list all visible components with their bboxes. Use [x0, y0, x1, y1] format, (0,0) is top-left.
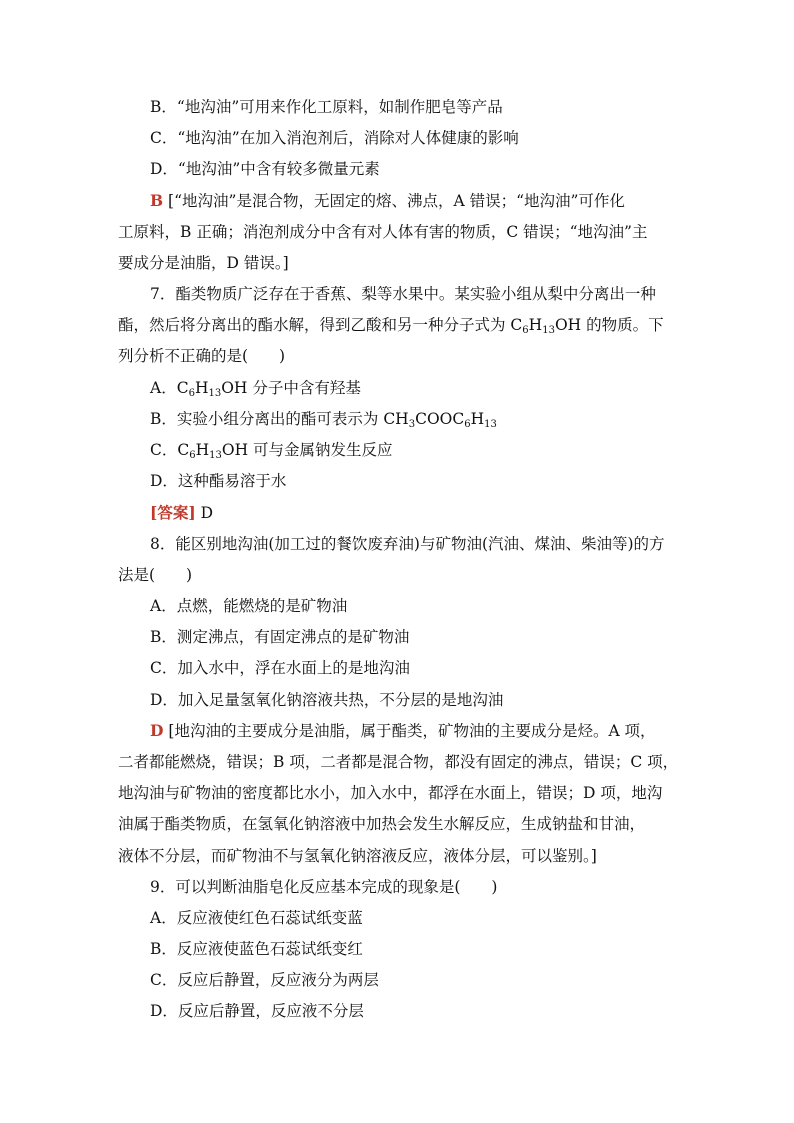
q7-stem-line-2 [118, 314, 664, 336]
q7-option-a-oh: OH [221, 379, 248, 397]
q9-option-b: B．反应液使蓝色石蕊试纸变红 [150, 940, 363, 958]
q7-option-a [150, 377, 361, 399]
q7-option-a-text: 分子中含有羟基 [247, 379, 361, 397]
q8-explanation-line-3: 地沟油与矿物油的密度都比水小，加入水中，都浮在水面上，错误；D 项，地沟 [118, 784, 663, 802]
q7-option-c-sub-6: 6 [189, 450, 196, 461]
q6-explanation-line-1 [150, 190, 625, 212]
q7-stem-line-3: 列分析不正确的是( ) [118, 347, 286, 365]
q8-option-a: A．点燃，能燃烧的是矿物油 [150, 597, 348, 615]
q8-explanation-line-2: 二者都能燃烧，错误；B 项，二者都是混合物，都没有固定的沸点，错误；C 项， [118, 753, 679, 771]
q8-explanation-line-1 [150, 720, 656, 742]
q7-answer-value: D [200, 504, 214, 522]
q7-formula-oh: OH [554, 316, 582, 334]
q7-option-c-text: 可与金属钠发生反应 [248, 441, 393, 459]
q7-stem-text: 酯，然后将分离出的酯水解，得到乙酸和另一种分子式为 C [118, 316, 523, 334]
q7-option-a-prefix: A．C [150, 379, 189, 397]
q7-stem-line-1: 7．酯类物质广泛存在于香蕉、梨等水果中。某实验小组从梨中分离出一种 [150, 285, 656, 303]
q7-option-a-sub-13: 13 [208, 388, 222, 399]
q7-option-a-h: H [194, 379, 209, 397]
q6-option-c: C．“地沟油”在加入消泡剂后，消除对人体健康的影响 [150, 129, 519, 147]
q8-option-c: C．加入水中，浮在水面上的是地沟油 [150, 659, 410, 677]
q7-option-c-prefix: C．C [150, 441, 190, 459]
q7-option-c-oh: OH [221, 441, 249, 459]
q7-option-c-h: H [195, 441, 210, 459]
q8-option-b: B．测定沸点，有固定沸点的是矿物油 [150, 628, 410, 646]
q9-option-d: D．反应后静置，反应液不分层 [150, 1002, 364, 1020]
q7-option-b-h: H [470, 410, 485, 428]
q8-answer-letter: D [150, 721, 164, 740]
q7-option-a-sub-6: 6 [188, 388, 195, 399]
q9-stem: 9．可以判断油脂皂化反应基本完成的现象是( ) [150, 878, 498, 896]
q7-option-b-mid: COOC [415, 410, 465, 428]
q6-explanation-line-3: 要成分是油脂，D 错误。] [118, 254, 289, 272]
q7-formula-h: H [528, 316, 543, 334]
q8-stem-line-2: 法是( ) [118, 566, 193, 584]
q7-option-b-sub-3: 3 [408, 419, 416, 430]
q7-formula-sub-6: 6 [522, 325, 529, 336]
q8-explanation-line-5: 液体不分层，而矿物油不与氢氧化钠溶液反应，液体分层，可以鉴别。] [118, 847, 597, 865]
q8-option-d: D．加入足量氢氧化钠溶液共热，不分层的是地沟油 [150, 691, 504, 709]
q7-option-b-prefix: B．实验小组分离出的酯可表示为 CH [150, 410, 409, 428]
q7-option-c [150, 439, 393, 461]
q7-answer-line [150, 502, 213, 524]
q8-explanation-line-4: 油属于酯类物质，在氢氧化钠溶液中加热会发生水解反应，生成钠盐和甘油， [118, 815, 646, 833]
q6-answer-letter: B [150, 191, 164, 210]
q7-stem-text-end: 的物质。下 [581, 316, 664, 334]
q7-option-b-sub-13: 13 [484, 419, 497, 430]
q7-option-b [150, 408, 497, 430]
q8-stem-line-1: 8．能区别地沟油(加工过的餐饮废弃油)与矿物油(汽油、煤油、柴油等)的方 [150, 535, 665, 553]
q7-option-c-sub-13: 13 [209, 450, 222, 461]
q6-option-b: B．“地沟油”可用来作化工原料，如制作肥皂等产品 [150, 98, 503, 116]
q8-explanation-text-1: [地沟油的主要成分是油脂，属于酯类，矿物油的主要成分是烃。A 项， [168, 722, 656, 740]
q7-option-d: D．这种酯易溶于水 [150, 472, 287, 490]
q7-answer-tag: [答案] [150, 503, 196, 522]
q6-explanation-line-2: 工原料，B 正确；消泡剂成分中含有对人体有害的物质，C 错误；“地沟油”主 [118, 223, 648, 241]
q9-option-c: C．反应后静置，反应液分为两层 [150, 971, 379, 989]
q6-explanation-text-1: [“地沟油”是混合物，无固定的熔、沸点，A 错误；“地沟油”可作化 [168, 192, 625, 210]
q7-formula-sub-13: 13 [542, 325, 555, 336]
q6-option-d: D．“地沟油”中含有较多微量元素 [150, 160, 380, 178]
q7-option-b-sub-6: 6 [464, 419, 471, 430]
q9-option-a: A．反应液使红色石蕊试纸变蓝 [150, 909, 363, 927]
